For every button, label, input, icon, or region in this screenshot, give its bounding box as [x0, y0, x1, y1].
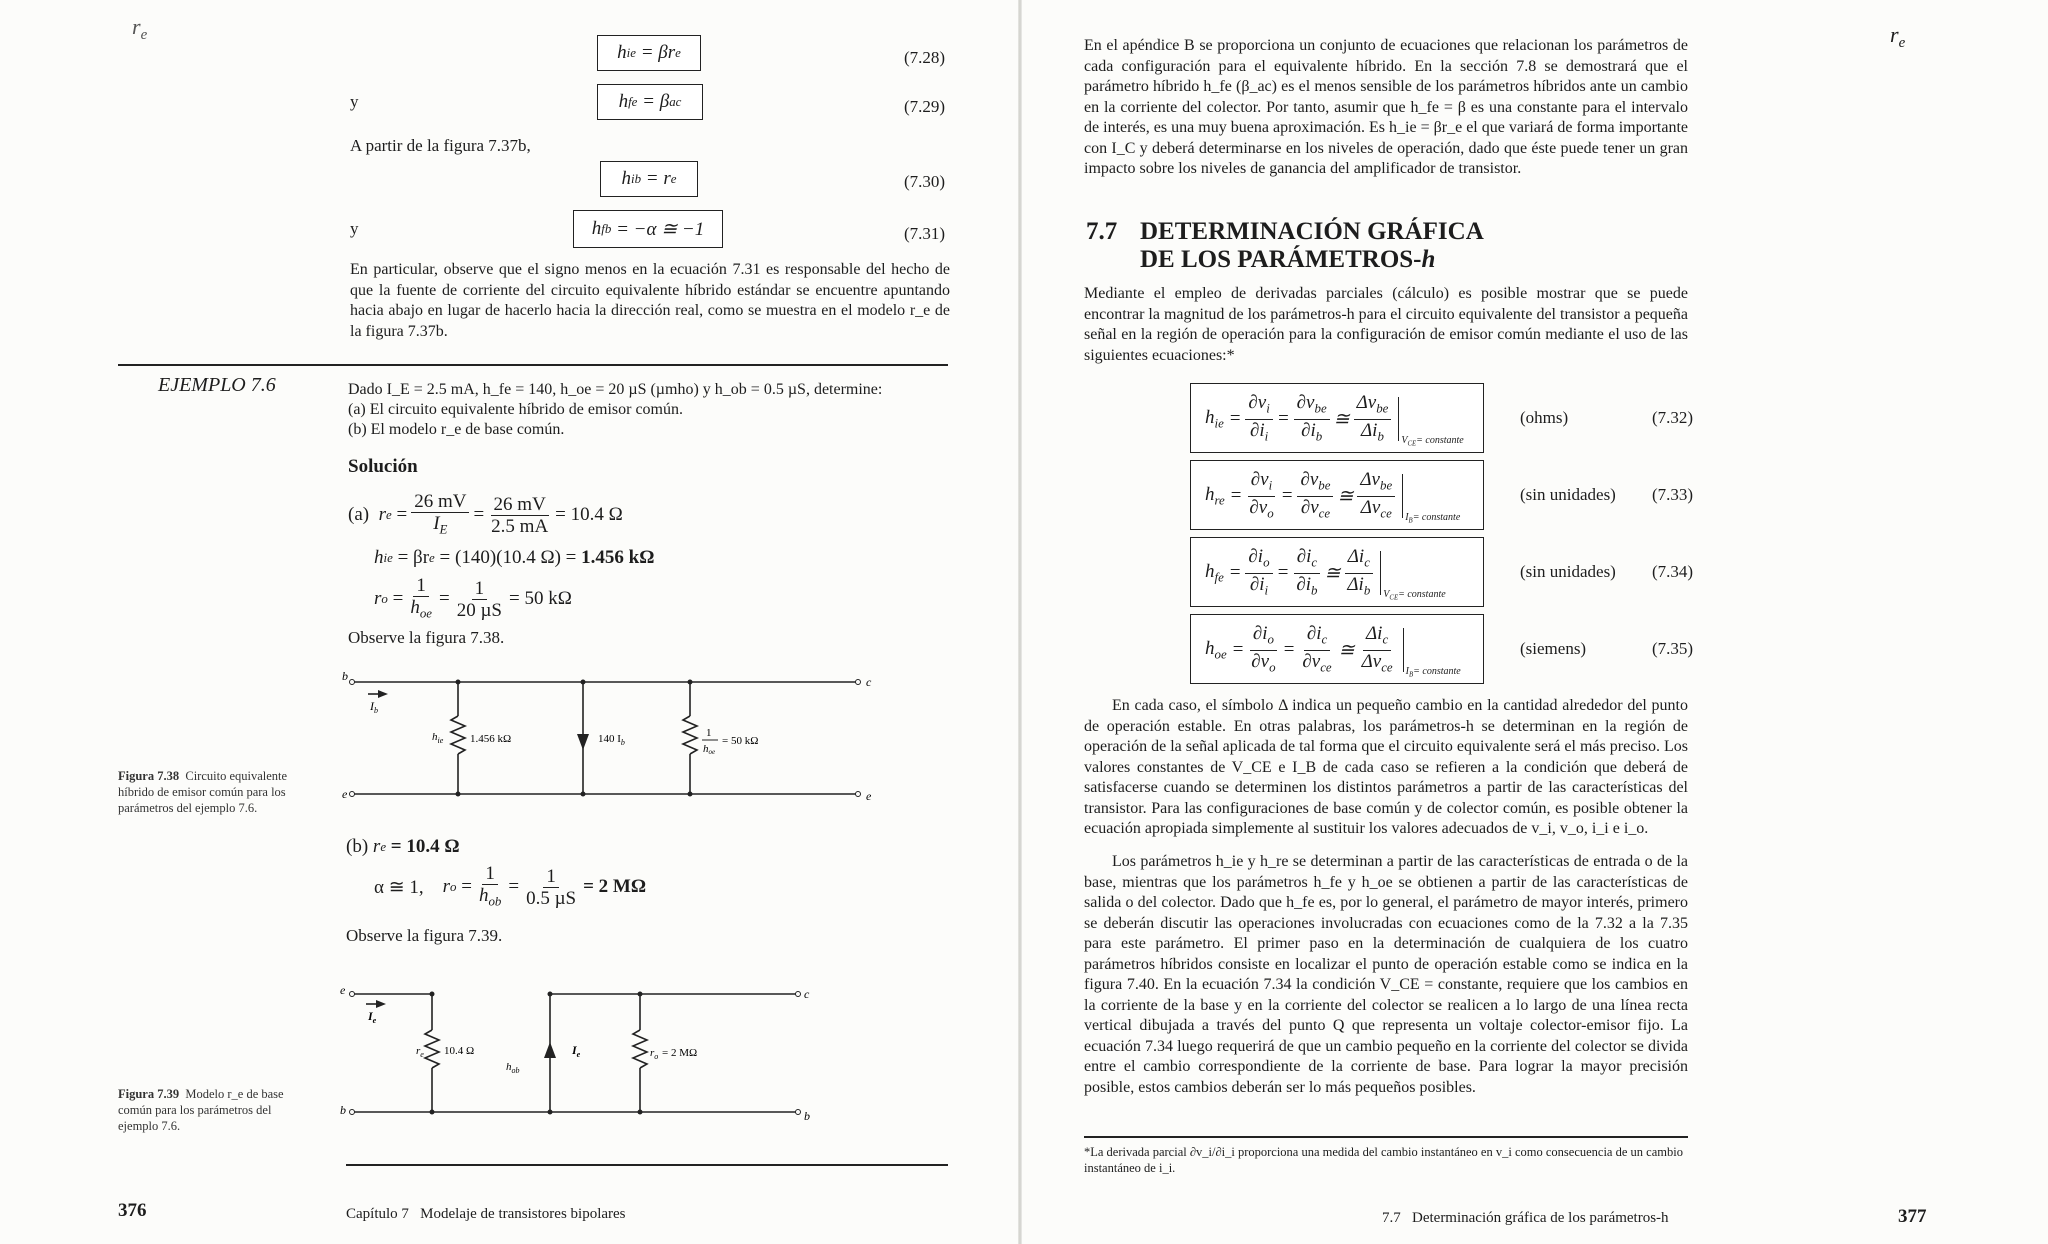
partial-fraction	[1248, 623, 1278, 677]
unit-label: (siemens)	[1520, 639, 1587, 658]
eq-number: (7.29)	[904, 97, 946, 116]
equals: =	[1226, 639, 1245, 661]
numerator-subscript: be	[1314, 400, 1327, 416]
node-label: b	[342, 669, 348, 683]
denominator: $\partial v_o$	[1249, 496, 1274, 521]
eq-number: (7.32)	[1652, 408, 1694, 427]
solution-ro: r o = $\frac{1}{h_{oe}}$ = $\frac{1}{\text{20 µS}}$ = 50 kΩ	[374, 574, 572, 621]
equation-7-32	[1190, 383, 1484, 453]
numerator: $\Delta i_c$	[1366, 623, 1389, 647]
numerator: $\Delta v_{be}$	[1360, 469, 1393, 493]
numerator: $\Delta i_c$	[1347, 546, 1370, 570]
numerator: $\partial v_{be}$	[1300, 469, 1331, 493]
footnote: *La derivada parcial ∂v_i/∂i_i proporciona una medida del cambio instantáneo en v_i como consecuencia de un cambio instantáneo de i_i.	[1084, 1145, 1683, 1175]
eq-number: (7.35)	[1652, 639, 1694, 658]
solution-title: Solución	[348, 456, 418, 477]
denominator-subscript: i	[1264, 582, 1269, 598]
partial-fraction	[1245, 546, 1272, 600]
equation-7-35	[1190, 614, 1484, 684]
result: 1.456 kΩ	[581, 547, 655, 568]
page-number: 377	[1898, 1206, 1927, 1227]
unit-label: (ohms)	[1520, 408, 1569, 427]
numerator-subscript: be	[1380, 477, 1393, 493]
expression: = βr	[397, 547, 430, 568]
paragraph: En particular, observe que el signo menos en la ecuación 7.31 es responsable del hecho de que la fuente de corriente del circuito equivalente híbrido estándar se encuentre apuntando hacia abajo en lugar de hacerlo hacia la dirección real, como se muestra en el modelo r_e de la figura 7.37b.	[350, 261, 950, 340]
numerator: 26 mV	[411, 491, 469, 513]
h-parameter: $h_{re}$	[1205, 483, 1225, 508]
denominator: $\Delta v_{ce}$	[1361, 650, 1393, 675]
numerator-subscript: o	[1267, 631, 1274, 647]
h-parameter: $h_{oe}$	[1205, 637, 1227, 662]
numerator-subscript: o	[1263, 554, 1270, 570]
numerator: $\Delta v_{be}$	[1356, 392, 1389, 416]
numerator: $\partial i_o$	[1252, 623, 1274, 647]
denominator-subscript: b	[1363, 582, 1371, 598]
node-label: e	[340, 983, 346, 997]
figure-7-39-caption: Figura 7.39 Modelo r_e de base común para los parámetros del ejemplo 7.6.	[118, 1087, 284, 1133]
partial-fraction	[1246, 469, 1276, 523]
denominator: $\partial i_b$	[1301, 419, 1323, 444]
approx: ≅	[1338, 639, 1355, 661]
partial-fraction	[1297, 469, 1333, 523]
numerator-subscript: i	[1266, 400, 1270, 416]
equals: =	[1223, 562, 1242, 584]
numerator: $\partial v_{be}$	[1296, 392, 1327, 416]
equals: =	[1224, 485, 1243, 507]
condition-value: = constante	[1416, 434, 1464, 446]
resistor-value: 10.4 Ω	[444, 1045, 475, 1057]
evaluation-bar	[1402, 474, 1461, 525]
symbol: r	[372, 836, 381, 857]
section-title: DETERMINACIÓN GRÁFICA	[1140, 218, 1484, 245]
denominator-subscript: ce	[1320, 659, 1332, 675]
equals: =	[1280, 485, 1294, 507]
approx: ≅	[1324, 562, 1341, 584]
numerator-subscript: c	[1382, 631, 1389, 647]
h-parameter-subscript: fe	[1214, 569, 1224, 585]
numerator-subscript: c	[1364, 554, 1370, 570]
body-text: Observe la figura 7.39.	[346, 926, 503, 945]
symbol: r	[378, 504, 386, 525]
figure-7-38-circuit	[340, 666, 880, 816]
denominator: $\partial i_b$	[1296, 573, 1318, 598]
denominator: $\Delta i_b$	[1361, 419, 1384, 444]
denominator-subscript: b	[1315, 428, 1323, 444]
numerator-subscript: be	[1318, 477, 1331, 493]
denominator: h	[410, 596, 420, 618]
equation-7-29: h fe = β ac	[597, 84, 703, 120]
conjunction: y	[350, 92, 359, 111]
equals: =	[1276, 562, 1290, 584]
denominator-subscript: ce	[1318, 505, 1331, 521]
footnote-divider	[1084, 1136, 1688, 1138]
denominator: $\Delta v_{ce}$	[1360, 496, 1392, 521]
conjunction: y	[350, 219, 359, 238]
numerator-subscript: c	[1321, 631, 1328, 647]
denominator: $\Delta i_b$	[1347, 573, 1371, 598]
divider	[346, 1164, 948, 1166]
part-label: (a)	[348, 504, 370, 525]
evaluation-bar	[1380, 551, 1446, 602]
denominator: $\partial v_{ce}$	[1300, 496, 1331, 521]
denominator-subscript: b	[1311, 582, 1318, 598]
node-label: b	[340, 1103, 346, 1117]
condition-value: = constante	[1413, 665, 1461, 677]
running-head: 7.7 Determinación gráfica de los parámetros-h	[1382, 1210, 1669, 1226]
denominator: 0.5 µS	[526, 887, 577, 909]
node-label: c	[804, 987, 810, 1001]
section-title: DE LOS PARÁMETROS-h	[1140, 246, 1436, 273]
resistor-value: 1.456 kΩ	[470, 733, 512, 745]
numerator: $\partial i_o$	[1248, 546, 1270, 570]
resistor-value: = 50 kΩ	[722, 735, 759, 747]
numerator: 1	[472, 578, 488, 600]
numerator-subscript: i	[1268, 477, 1273, 493]
numerator: 1	[482, 863, 498, 885]
h-parameter: $h_{fe}$	[1205, 560, 1224, 585]
corner-mark: $r_e$	[1890, 22, 1906, 52]
example-part-b: (b) El modelo r_e de base común.	[348, 421, 565, 438]
condition: $V_{CE}=$ constante	[1401, 434, 1464, 448]
page-number: 376	[118, 1200, 147, 1221]
example-label: EJEMPLO 7.6	[158, 374, 276, 396]
condition: $I_B=$ constante	[1405, 665, 1461, 679]
eq-number: (7.28)	[904, 48, 946, 67]
numerator: $\partial v_i$	[1250, 469, 1273, 493]
delta-fraction	[1359, 623, 1396, 677]
evaluation-bar	[1398, 397, 1464, 448]
denominator: $\partial i_i$	[1249, 419, 1269, 444]
h-parameter-subscript: re	[1214, 492, 1225, 508]
denominator: $\partial v_o$	[1251, 650, 1276, 675]
body-text: Observe la figura 7.38.	[348, 628, 505, 647]
equation-7-28: h ie = βr e	[597, 35, 701, 71]
eq-number: (7.30)	[904, 172, 946, 191]
denominator: $\partial v_{ce}$	[1302, 650, 1332, 675]
solution-re: (a) r e = $\frac{26 mV}{I_E}$ = $\frac{26 mV}{2.5 mA}$ = 10.4 Ω	[348, 490, 623, 537]
equation-7-34	[1190, 537, 1484, 607]
equals: =	[1282, 639, 1296, 661]
node-label: e	[342, 787, 348, 801]
condition-subscript: CE	[1389, 594, 1399, 602]
denominator: $\partial i_i$	[1249, 573, 1269, 598]
symbol: r	[374, 588, 382, 609]
condition-subscript: CE	[1407, 440, 1417, 448]
numerator-subscript: be	[1376, 400, 1389, 416]
resistor-num: 1	[706, 727, 712, 739]
section-number: 7.7	[1086, 218, 1118, 245]
book-gutter	[1018, 0, 1022, 1244]
result: = 10.4 Ω	[390, 836, 460, 857]
denominator: 2.5 mA	[491, 515, 549, 537]
resistor-den: hoe	[703, 743, 716, 756]
numerator: $\partial v_i$	[1248, 392, 1270, 416]
part-label: (b)	[346, 836, 369, 857]
approx: ≅	[1333, 408, 1350, 430]
symbol: r	[442, 876, 451, 897]
symbol: h	[374, 547, 384, 568]
equals: =	[1276, 408, 1290, 430]
unit-label: (sin unidades)	[1520, 562, 1616, 581]
example-part-a: (a) El circuito equivalente híbrido de emisor común.	[348, 401, 683, 418]
source-label: $I_e$	[572, 1043, 581, 1059]
solution-hie: h ie = βr e = (140)(10.4 Ω) = 1.456 kΩ	[374, 547, 655, 568]
divider	[118, 364, 948, 366]
eq-number: (7.34)	[1652, 562, 1694, 581]
denominator-subscript: i	[1264, 428, 1269, 444]
solution-alpha: α ≅ 1, r o = $\frac{1}{h_{ob}}$ = $\frac{1}{\text{0.5 µS}}$ = 2 MΩ	[374, 862, 647, 909]
current-label: $I_e$	[368, 1009, 377, 1025]
denominator-subscript: o	[1267, 505, 1274, 521]
figure-7-39-circuit	[340, 980, 820, 1126]
evaluation-bar	[1403, 628, 1461, 679]
eq-number: (7.33)	[1652, 485, 1694, 504]
condition-value: = constante	[1398, 588, 1446, 600]
h-parameter-subscript: ie	[1214, 415, 1224, 431]
eq-number: (7.31)	[904, 224, 946, 243]
node-label: b	[804, 1109, 810, 1123]
delta-fraction	[1354, 392, 1392, 446]
denominator-subscript: b	[1377, 428, 1384, 444]
equation-7-31: h fb = −α ≅ −1	[573, 210, 723, 248]
condition: $I_B=$ constante	[1405, 511, 1461, 525]
denominator: h	[478, 884, 489, 906]
delta-fraction	[1344, 546, 1373, 600]
node-label: c	[866, 675, 872, 689]
resistor-value: = 2 MΩ	[662, 1047, 698, 1059]
paragraph: En cada caso, el símbolo Δ indica un pequeño cambio en la cantidad alrededor del punto de operación estable. En otras palabras, los parámetros-h se determinan en la región de operación de la señal aplicada de tal forma que el circuito equivalente será el más preciso. Los valores constantes de V_CE e I_B de cada caso se refieren a la condición que deberá de satisfacerse cuando se determinen los distintos parámetros a partir de las características del transistor. Para las configuraciones de base común y de colector común, es posible obtener la ecuación apropiada simplemente al sustituir los valores adecuados de v_i, v_o, i_i e i_o.	[1084, 697, 1688, 837]
equation-7-33	[1190, 460, 1484, 530]
denominator-subscript: o	[1269, 659, 1276, 675]
h-parameter-subscript: oe	[1214, 646, 1227, 662]
expression: = (140)(10.4 Ω) =	[434, 547, 582, 568]
h-parameter: $h_{ie}$	[1205, 406, 1224, 431]
link-label: $h_{ob}$	[506, 1061, 520, 1075]
denominator-subscript: ce	[1381, 659, 1393, 675]
partial-fraction	[1294, 392, 1330, 446]
resistor-label: $r_e$	[416, 1045, 424, 1059]
corner-mark: $r_e$	[132, 14, 148, 44]
paragraph: Los parámetros h_ie y h_re se determinan a partir de las características de entrada o de la base, mientras que los parámetros h_fe y h_oe se obtienen a partir de las características de salida o del colector. Dado que h_fe es, por lo general, el parámetro de mayor interés, primero se deberán discutir las operaciones involucradas con ecuaciones como de la 7.32 a la 7.35 para este parámetro. El primer paso en la determinación de cualquiera de los cuatro parámetros híbridos consiste en localizar el punto de operación estable como se indica en la figura 7.40. En la ecuación 7.34 la condición V_CE = constante, requiere que los cambios en la corriente de la base y en la corriente del colector se realicen a lo largo de una línea recta vertical dibujada a través del punto Q que representa un voltaje colector-emisor fijo. La ecuación 7.34 luego requerirá de que un cambio pequeño en la corriente del colector se divida entre el cambio correspondiente de la corriente de base. Para lograr la mayor precisión posible, estos cambios deberán ser lo más pequeños posibles.	[1084, 853, 1688, 1096]
paragraph: Mediante el empleo de derivadas parciales (cálculo) es posible mostrar que se puede encontrar la magnitud de los parámetros-h para el circuito equivalente del transistor a pequeña señal en la región de operación para la configuración de emisor común mediante el uso de las siguientes ecuaciones:*	[1084, 285, 1688, 364]
unit-label: (sin unidades)	[1520, 485, 1616, 504]
paragraph: En el apéndice B se proporciona un conjunto de ecuaciones que relacionan los parámetros de cada configuración para el equivalente híbrido. En la sección 7.8 se demostrará que el parámetro híbrido h_fe (β_ac) es el menos sensible de los parámetros híbridos ante un cambio en la corriente del colector. Por tanto, asumir que h_fe = β es una constante para el intervalo de interés, es una muy buena aproximación. Es h_ie = βr_e el que variará de forma importante con I_C y deberá determinarse en los niveles de operación, dado que éste puede tener un gran impacto sobre los niveles de ganancia del amplificador de transistor.	[1084, 37, 1688, 177]
example-given: Dado I_E = 2.5 mA, h_fe = 140, h_oe = 20 µS (µmho) y h_ob = 0.5 µS, determine:	[348, 381, 883, 398]
result: = 10.4 Ω	[555, 504, 623, 525]
condition-subscript: B	[1409, 671, 1414, 679]
resistor-label: $r_o$	[650, 1047, 659, 1061]
alpha: α ≅ 1,	[374, 876, 424, 898]
numerator: 26 mV	[491, 494, 549, 516]
node-label: e	[866, 789, 872, 803]
partial-fraction	[1245, 392, 1272, 446]
numerator: $\partial i_c$	[1306, 623, 1328, 647]
condition: $V_{CE}=$ constante	[1383, 588, 1446, 602]
condition-value: = constante	[1412, 511, 1461, 523]
source-label: 140 $I_b$	[598, 733, 625, 747]
delta-fraction	[1357, 469, 1395, 523]
figure-7-38-caption: Figura 7.38 Circuito equivalente híbrido de emisor común para los parámetros del ejemplo 7.6.	[118, 769, 288, 815]
body-text: A partir de la figura 7.37b,	[350, 136, 531, 155]
solution-b: (b) r e = 10.4 Ω	[346, 836, 460, 857]
partial-fraction	[1299, 623, 1334, 677]
equals: =	[1223, 408, 1242, 430]
numerator: 1	[543, 866, 559, 888]
running-head: Capítulo 7 Modelaje de transistores bipolares	[346, 1206, 626, 1222]
result: = 50 kΩ	[509, 588, 572, 609]
denominator-subscript: ce	[1380, 505, 1392, 521]
approx: ≅	[1337, 485, 1354, 507]
equation-7-30: h ib = r e	[600, 161, 698, 197]
current-label: $I_b$	[370, 699, 378, 715]
condition-subscript: B	[1408, 517, 1413, 525]
denominator: 20 µS	[456, 599, 502, 621]
result: = 2 MΩ	[583, 876, 647, 897]
denominator: I	[433, 512, 440, 534]
partial-fraction	[1293, 546, 1320, 600]
numerator: 1	[413, 575, 429, 597]
numerator: $\partial i_c$	[1296, 546, 1318, 570]
numerator-subscript: c	[1311, 554, 1318, 570]
resistor-label: $h_{ie}$	[432, 731, 444, 745]
